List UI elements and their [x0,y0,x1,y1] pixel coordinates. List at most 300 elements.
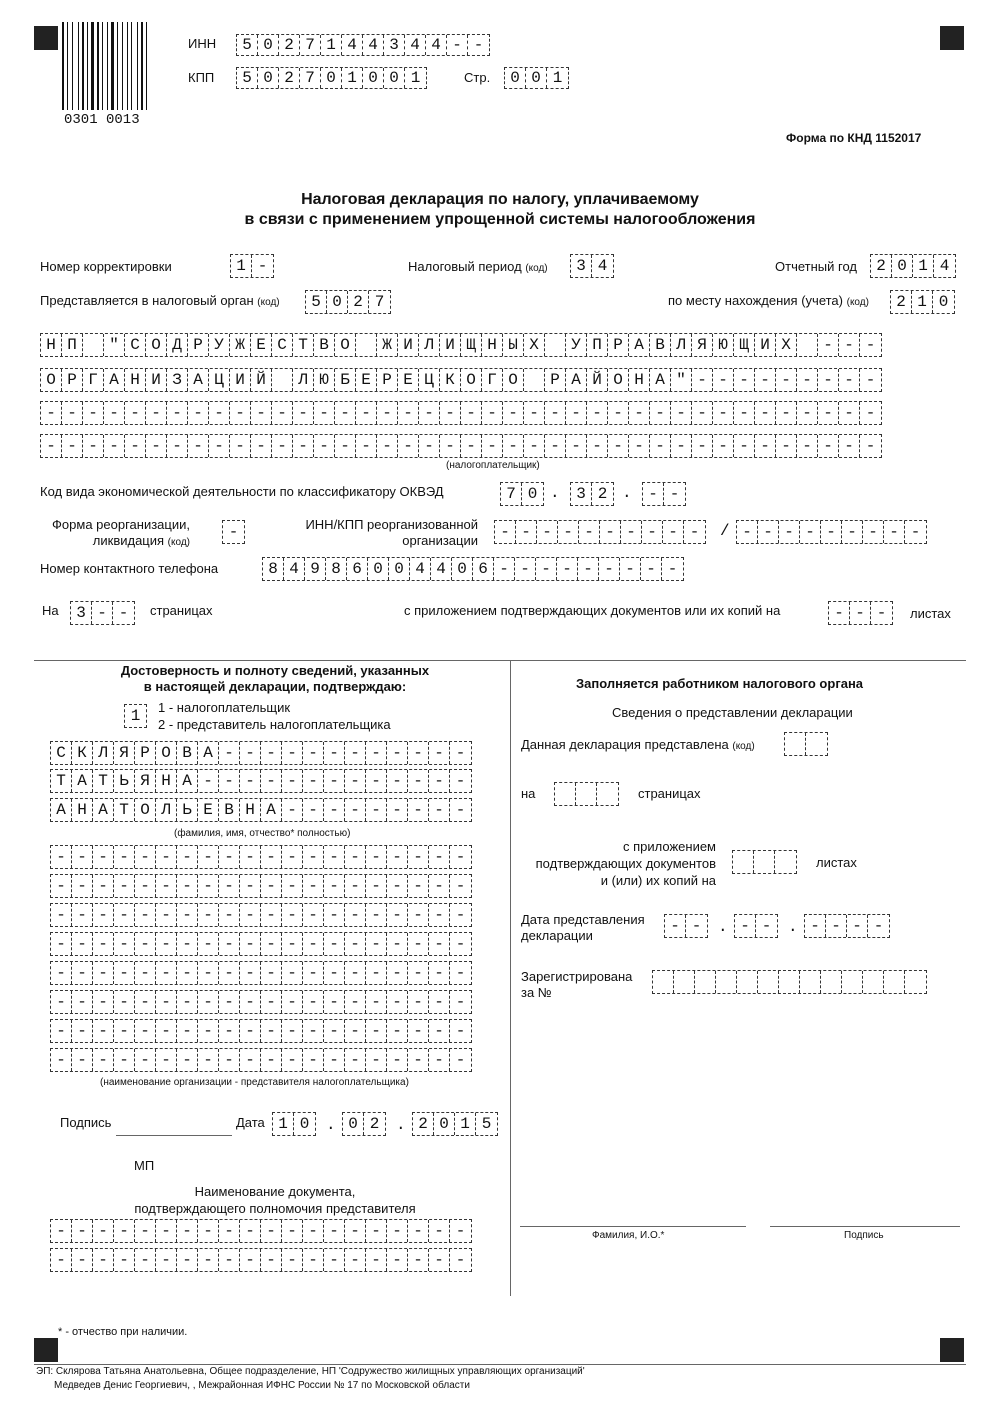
char-cell[interactable]: 2 [871,255,892,277]
char-cell[interactable]: - [293,435,314,457]
char-cell[interactable]: - [156,962,177,984]
char-cell[interactable]: - [800,521,821,543]
char-cell[interactable]: Х [776,334,797,356]
char-cell[interactable]: - [51,1220,72,1242]
char-cell[interactable]: - [177,875,198,897]
char-cell[interactable]: В [314,334,335,356]
char-cell[interactable]: - [847,915,868,937]
char-cell[interactable]: 4 [939,257,950,275]
char-cell[interactable]: - [387,962,408,984]
char-cell[interactable]: - [865,336,876,354]
char-cell[interactable]: - [41,435,62,457]
char-cell[interactable]: - [282,770,303,792]
char-cell[interactable] [806,733,827,755]
char-cell[interactable]: - [387,875,408,897]
char-cell[interactable]: - [387,1220,408,1242]
char-cell[interactable]: - [188,435,209,457]
char-cell[interactable]: - [51,991,72,1013]
char-cell[interactable]: - [345,799,366,821]
char-cell[interactable]: - [692,402,713,424]
char-cell[interactable]: - [408,1020,429,1042]
char-cell[interactable]: - [72,875,93,897]
char-cell[interactable]: - [455,772,466,790]
char-cell[interactable]: Р [135,742,156,764]
taxpayer-name-row-4[interactable] [40,434,882,458]
char-cell[interactable]: - [303,933,324,955]
char-cell[interactable]: - [734,435,755,457]
char-cell[interactable] [597,783,618,805]
char-cell[interactable]: - [408,933,429,955]
char-cell[interactable]: - [261,1249,282,1271]
char-cell[interactable]: - [240,1220,261,1242]
char-cell[interactable]: - [671,435,692,457]
char-cell[interactable]: Ы [503,334,524,356]
char-cell[interactable]: В [219,799,240,821]
char-cell[interactable]: - [209,435,230,457]
char-cell[interactable]: - [776,435,797,457]
char-cell[interactable]: Ц [209,369,230,391]
char-cell[interactable]: 1 [321,35,342,55]
char-cell[interactable]: - [240,1020,261,1042]
char-cell[interactable]: 2 [597,485,608,503]
char-cell[interactable]: - [387,799,408,821]
char-cell[interactable]: - [261,875,282,897]
tax-authority-field[interactable] [305,290,391,314]
char-cell[interactable]: - [261,991,282,1013]
char-cell[interactable]: Л [671,334,692,356]
char-cell[interactable]: - [177,962,198,984]
date-day-field[interactable] [272,1112,316,1136]
char-cell[interactable]: - [461,435,482,457]
char-cell[interactable]: - [758,521,779,543]
char-cell[interactable]: - [146,402,167,424]
char-cell[interactable]: 0 [938,293,949,311]
char-cell[interactable]: - [503,435,524,457]
char-cell[interactable]: - [324,962,345,984]
char-cell[interactable]: - [219,991,240,1013]
char-cell[interactable]: - [429,846,450,868]
char-cell[interactable]: 4 [342,35,363,55]
char-cell[interactable]: - [303,846,324,868]
char-cell[interactable]: - [429,770,450,792]
char-cell[interactable]: - [219,904,240,926]
attach-count-field[interactable] [828,601,893,625]
char-cell[interactable]: - [408,991,429,1013]
char-cell[interactable]: - [440,402,461,424]
char-cell[interactable]: - [408,846,429,868]
char-cell[interactable]: - [114,1249,135,1271]
char-cell[interactable]: Я [692,334,713,356]
surname-field[interactable] [50,741,472,765]
char-cell[interactable]: Л [93,742,114,764]
char-cell[interactable]: - [156,904,177,926]
char-cell[interactable]: Й [587,369,608,391]
char-cell[interactable]: - [755,402,776,424]
char-cell[interactable]: - [713,402,734,424]
char-cell[interactable]: - [282,875,303,897]
char-cell[interactable]: И [440,334,461,356]
char-cell[interactable]: - [387,1020,408,1042]
char-cell[interactable]: 0 [452,558,473,580]
char-cell[interactable]: - [167,435,188,457]
page-number-field[interactable] [504,67,569,89]
char-cell[interactable]: - [524,402,545,424]
char-cell[interactable] [545,334,566,356]
char-cell[interactable]: А [650,369,671,391]
char-cell[interactable]: - [93,962,114,984]
char-cell[interactable]: - [826,915,847,937]
char-cell[interactable]: - [135,962,156,984]
char-cell[interactable]: - [629,435,650,457]
char-cell[interactable]: - [865,437,876,455]
char-cell[interactable]: А [104,369,125,391]
char-cell[interactable]: - [303,1249,324,1271]
char-cell[interactable]: - [663,521,684,543]
char-cell[interactable]: - [324,1049,345,1071]
char-cell[interactable]: 2 [413,1113,434,1135]
char-cell[interactable]: - [387,770,408,792]
char-cell[interactable] [842,971,863,993]
char-cell[interactable]: - [873,917,884,935]
char-cell[interactable]: - [83,435,104,457]
char-cell[interactable] [356,334,377,356]
char-cell[interactable]: - [455,906,466,924]
char-cell[interactable]: Р [608,334,629,356]
char-cell[interactable]: - [805,915,826,937]
phone-field[interactable] [262,557,684,581]
date-month-field[interactable] [342,1112,386,1136]
pages-count-field[interactable] [70,601,135,625]
char-cell[interactable]: Г [482,369,503,391]
char-cell[interactable]: П [62,334,83,356]
char-cell[interactable] [863,971,884,993]
char-cell[interactable]: - [219,1020,240,1042]
char-cell[interactable]: - [114,933,135,955]
char-cell[interactable]: 0 [527,485,538,503]
char-cell[interactable]: А [629,334,650,356]
char-cell[interactable]: - [93,1049,114,1071]
char-cell[interactable]: Е [398,369,419,391]
char-cell[interactable]: - [261,962,282,984]
char-cell[interactable]: - [387,933,408,955]
okved-part-1[interactable] [500,482,544,506]
char-cell[interactable]: Ю [314,369,335,391]
char-cell[interactable]: Ж [230,334,251,356]
char-cell[interactable]: - [429,1249,450,1271]
char-cell[interactable]: - [72,962,93,984]
char-cell[interactable]: Н [482,334,503,356]
reorg-form-field[interactable] [222,520,245,544]
char-cell[interactable]: - [303,770,324,792]
char-cell[interactable]: 4 [597,257,608,275]
char-cell[interactable]: - [419,435,440,457]
char-cell[interactable]: Й [251,369,272,391]
char-cell[interactable]: - [324,1020,345,1042]
char-cell[interactable]: - [282,991,303,1013]
char-cell[interactable]: Я [114,742,135,764]
char-cell[interactable]: - [408,1249,429,1271]
char-cell[interactable] [754,851,775,873]
char-cell[interactable]: Я [135,770,156,792]
org-name-row-1[interactable] [50,845,472,869]
char-cell[interactable]: - [345,991,366,1013]
char-cell[interactable]: - [642,521,663,543]
char-cell[interactable]: - [366,1020,387,1042]
char-cell[interactable]: Р [377,369,398,391]
char-cell[interactable]: 7 [374,293,385,311]
tax-period-field[interactable] [570,254,614,278]
char-cell[interactable]: - [671,402,692,424]
location-field[interactable] [890,290,955,314]
char-cell[interactable]: - [366,991,387,1013]
char-cell[interactable]: - [261,770,282,792]
char-cell[interactable] [555,783,576,805]
char-cell[interactable]: - [387,742,408,764]
char-cell[interactable]: - [587,435,608,457]
char-cell[interactable]: - [135,1220,156,1242]
signature-line[interactable] [116,1135,232,1136]
char-cell[interactable]: 1 [913,255,934,277]
char-cell[interactable]: - [240,742,261,764]
char-cell[interactable]: - [177,1249,198,1271]
char-cell[interactable]: 2 [369,1115,380,1133]
char-cell[interactable]: - [324,1249,345,1271]
char-cell[interactable]: - [282,799,303,821]
char-cell[interactable]: - [345,770,366,792]
char-cell[interactable] [83,334,104,356]
char-cell[interactable]: - [713,435,734,457]
org-name-row-3[interactable] [50,903,472,927]
char-cell[interactable]: З [167,369,188,391]
char-cell[interactable]: - [356,402,377,424]
char-cell[interactable]: - [408,1049,429,1071]
char-cell[interactable]: - [495,521,516,543]
char-cell[interactable]: - [240,1249,261,1271]
char-cell[interactable]: - [62,435,83,457]
char-cell[interactable]: - [282,1249,303,1271]
char-cell[interactable]: " [671,369,692,391]
char-cell[interactable]: - [408,799,429,821]
char-cell[interactable]: - [51,846,72,868]
char-cell[interactable]: - [240,933,261,955]
char-cell[interactable]: - [303,1020,324,1042]
char-cell[interactable]: - [156,846,177,868]
char-cell[interactable]: 9 [305,558,326,580]
char-cell[interactable]: - [366,1220,387,1242]
char-cell[interactable]: 1 [342,68,363,88]
char-cell[interactable]: Н [41,334,62,356]
char-cell[interactable]: - [557,558,578,580]
char-cell[interactable]: А [188,369,209,391]
char-cell[interactable]: - [177,904,198,926]
char-cell[interactable] [737,971,758,993]
char-cell[interactable]: - [345,1049,366,1071]
char-cell[interactable]: - [356,435,377,457]
char-cell[interactable]: - [345,904,366,926]
char-cell[interactable]: - [842,521,863,543]
char-cell[interactable]: И [146,369,167,391]
char-cell[interactable]: Л [156,799,177,821]
char-cell[interactable]: - [850,602,871,624]
char-cell[interactable]: - [230,435,251,457]
reorg-inn-field[interactable] [494,520,706,544]
char-cell[interactable]: - [689,523,700,541]
char-cell[interactable]: - [240,1049,261,1071]
char-cell[interactable]: - [818,435,839,457]
char-cell[interactable]: - [198,962,219,984]
char-cell[interactable]: - [578,558,599,580]
char-cell[interactable]: - [643,483,664,505]
char-cell[interactable] [785,733,806,755]
char-cell[interactable]: 8 [263,558,284,580]
char-cell[interactable]: И [755,334,776,356]
char-cell[interactable]: - [429,1049,450,1071]
org-name-row-2[interactable] [50,874,472,898]
char-cell[interactable]: К [72,742,93,764]
char-cell[interactable]: 0 [434,1113,455,1135]
char-cell[interactable] [758,971,779,993]
char-cell[interactable]: 6 [473,558,494,580]
char-cell[interactable]: - [713,369,734,391]
char-cell[interactable]: С [125,334,146,356]
char-cell[interactable]: - [156,1020,177,1042]
char-cell[interactable]: - [135,904,156,926]
char-cell[interactable]: - [72,991,93,1013]
char-cell[interactable]: Н [629,369,650,391]
char-cell[interactable]: О [503,369,524,391]
char-cell[interactable]: - [650,435,671,457]
char-cell[interactable]: Р [62,369,83,391]
char-cell[interactable]: Н [72,799,93,821]
char-cell[interactable]: - [114,875,135,897]
char-cell[interactable]: - [93,846,114,868]
char-cell[interactable]: 0 [526,68,547,88]
char-cell[interactable]: - [177,991,198,1013]
char-cell[interactable]: - [303,875,324,897]
char-cell[interactable]: 2 [348,291,369,313]
char-cell[interactable]: - [366,1049,387,1071]
char-cell[interactable]: В [177,742,198,764]
char-cell[interactable]: 2 [279,35,300,55]
authority-doc-row-1[interactable] [50,1219,472,1243]
taxpayer-name-row-3[interactable] [40,401,882,425]
char-cell[interactable]: 1 [273,1113,294,1135]
char-cell[interactable]: - [51,1249,72,1271]
char-cell[interactable]: - [865,371,876,389]
registration-number-field[interactable] [652,970,927,994]
char-cell[interactable]: 0 [343,1113,364,1135]
char-cell[interactable]: - [366,962,387,984]
char-cell[interactable]: А [566,369,587,391]
char-cell[interactable]: - [345,1249,366,1271]
char-cell[interactable]: С [272,334,293,356]
char-cell[interactable]: - [876,604,887,622]
char-cell[interactable]: А [51,799,72,821]
char-cell[interactable]: - [755,369,776,391]
date-year-field[interactable] [412,1112,498,1136]
char-cell[interactable]: 2 [891,291,912,313]
char-cell[interactable]: А [93,799,114,821]
char-cell[interactable]: - [629,402,650,424]
char-cell[interactable]: - [461,402,482,424]
char-cell[interactable]: - [135,1249,156,1271]
char-cell[interactable]: 1 [410,69,421,87]
char-cell[interactable]: - [104,435,125,457]
char-cell[interactable]: - [118,604,129,622]
char-cell[interactable]: - [408,742,429,764]
char-cell[interactable]: 7 [300,35,321,55]
char-cell[interactable]: - [72,1220,93,1242]
char-cell[interactable]: - [92,602,113,624]
char-cell[interactable]: - [303,742,324,764]
kpp-field[interactable] [236,67,427,89]
char-cell[interactable]: - [219,1049,240,1071]
char-cell[interactable]: - [408,875,429,897]
char-cell[interactable]: - [240,962,261,984]
char-cell[interactable]: - [282,1020,303,1042]
char-cell[interactable]: - [429,799,450,821]
char-cell[interactable]: - [797,402,818,424]
char-cell[interactable]: - [219,1249,240,1271]
char-cell[interactable]: - [209,402,230,424]
char-cell[interactable]: 6 [347,558,368,580]
correction-field[interactable] [230,254,274,278]
char-cell[interactable]: - [398,435,419,457]
char-cell[interactable]: - [198,875,219,897]
char-cell[interactable]: - [691,917,702,935]
char-cell[interactable]: - [282,962,303,984]
char-cell[interactable]: 4 [363,35,384,55]
char-cell[interactable]: - [761,917,772,935]
char-cell[interactable]: 1 [912,291,933,313]
char-cell[interactable]: Т [293,334,314,356]
char-cell[interactable]: - [324,799,345,821]
char-cell[interactable]: 5 [481,1115,492,1133]
char-cell[interactable]: Л [293,369,314,391]
char-cell[interactable]: - [240,846,261,868]
char-cell[interactable]: - [516,521,537,543]
char-cell[interactable]: - [387,1249,408,1271]
taxpayer-name-row-1[interactable] [40,333,882,357]
char-cell[interactable]: - [303,962,324,984]
char-cell[interactable]: - [818,369,839,391]
char-cell[interactable]: - [135,991,156,1013]
signer-type-field[interactable] [124,704,147,728]
char-cell[interactable]: - [324,770,345,792]
char-cell[interactable]: Р [188,334,209,356]
char-cell[interactable]: - [387,1049,408,1071]
char-cell[interactable]: - [261,1049,282,1071]
char-cell[interactable]: - [72,1049,93,1071]
char-cell[interactable]: - [198,933,219,955]
char-cell[interactable]: - [51,904,72,926]
char-cell[interactable]: И [398,334,419,356]
char-cell[interactable]: Ц [419,369,440,391]
char-cell[interactable]: - [51,933,72,955]
char-cell[interactable]: - [93,875,114,897]
char-cell[interactable]: Ж [377,334,398,356]
char-cell[interactable]: - [429,904,450,926]
char-cell[interactable]: Щ [734,334,755,356]
char-cell[interactable]: - [228,523,239,541]
char-cell[interactable]: - [219,933,240,955]
char-cell[interactable]: - [198,846,219,868]
okved-part-2[interactable] [570,482,614,506]
char-cell[interactable]: - [482,402,503,424]
char-cell[interactable] [653,971,674,993]
char-cell[interactable]: О [335,334,356,356]
char-cell[interactable]: - [230,402,251,424]
